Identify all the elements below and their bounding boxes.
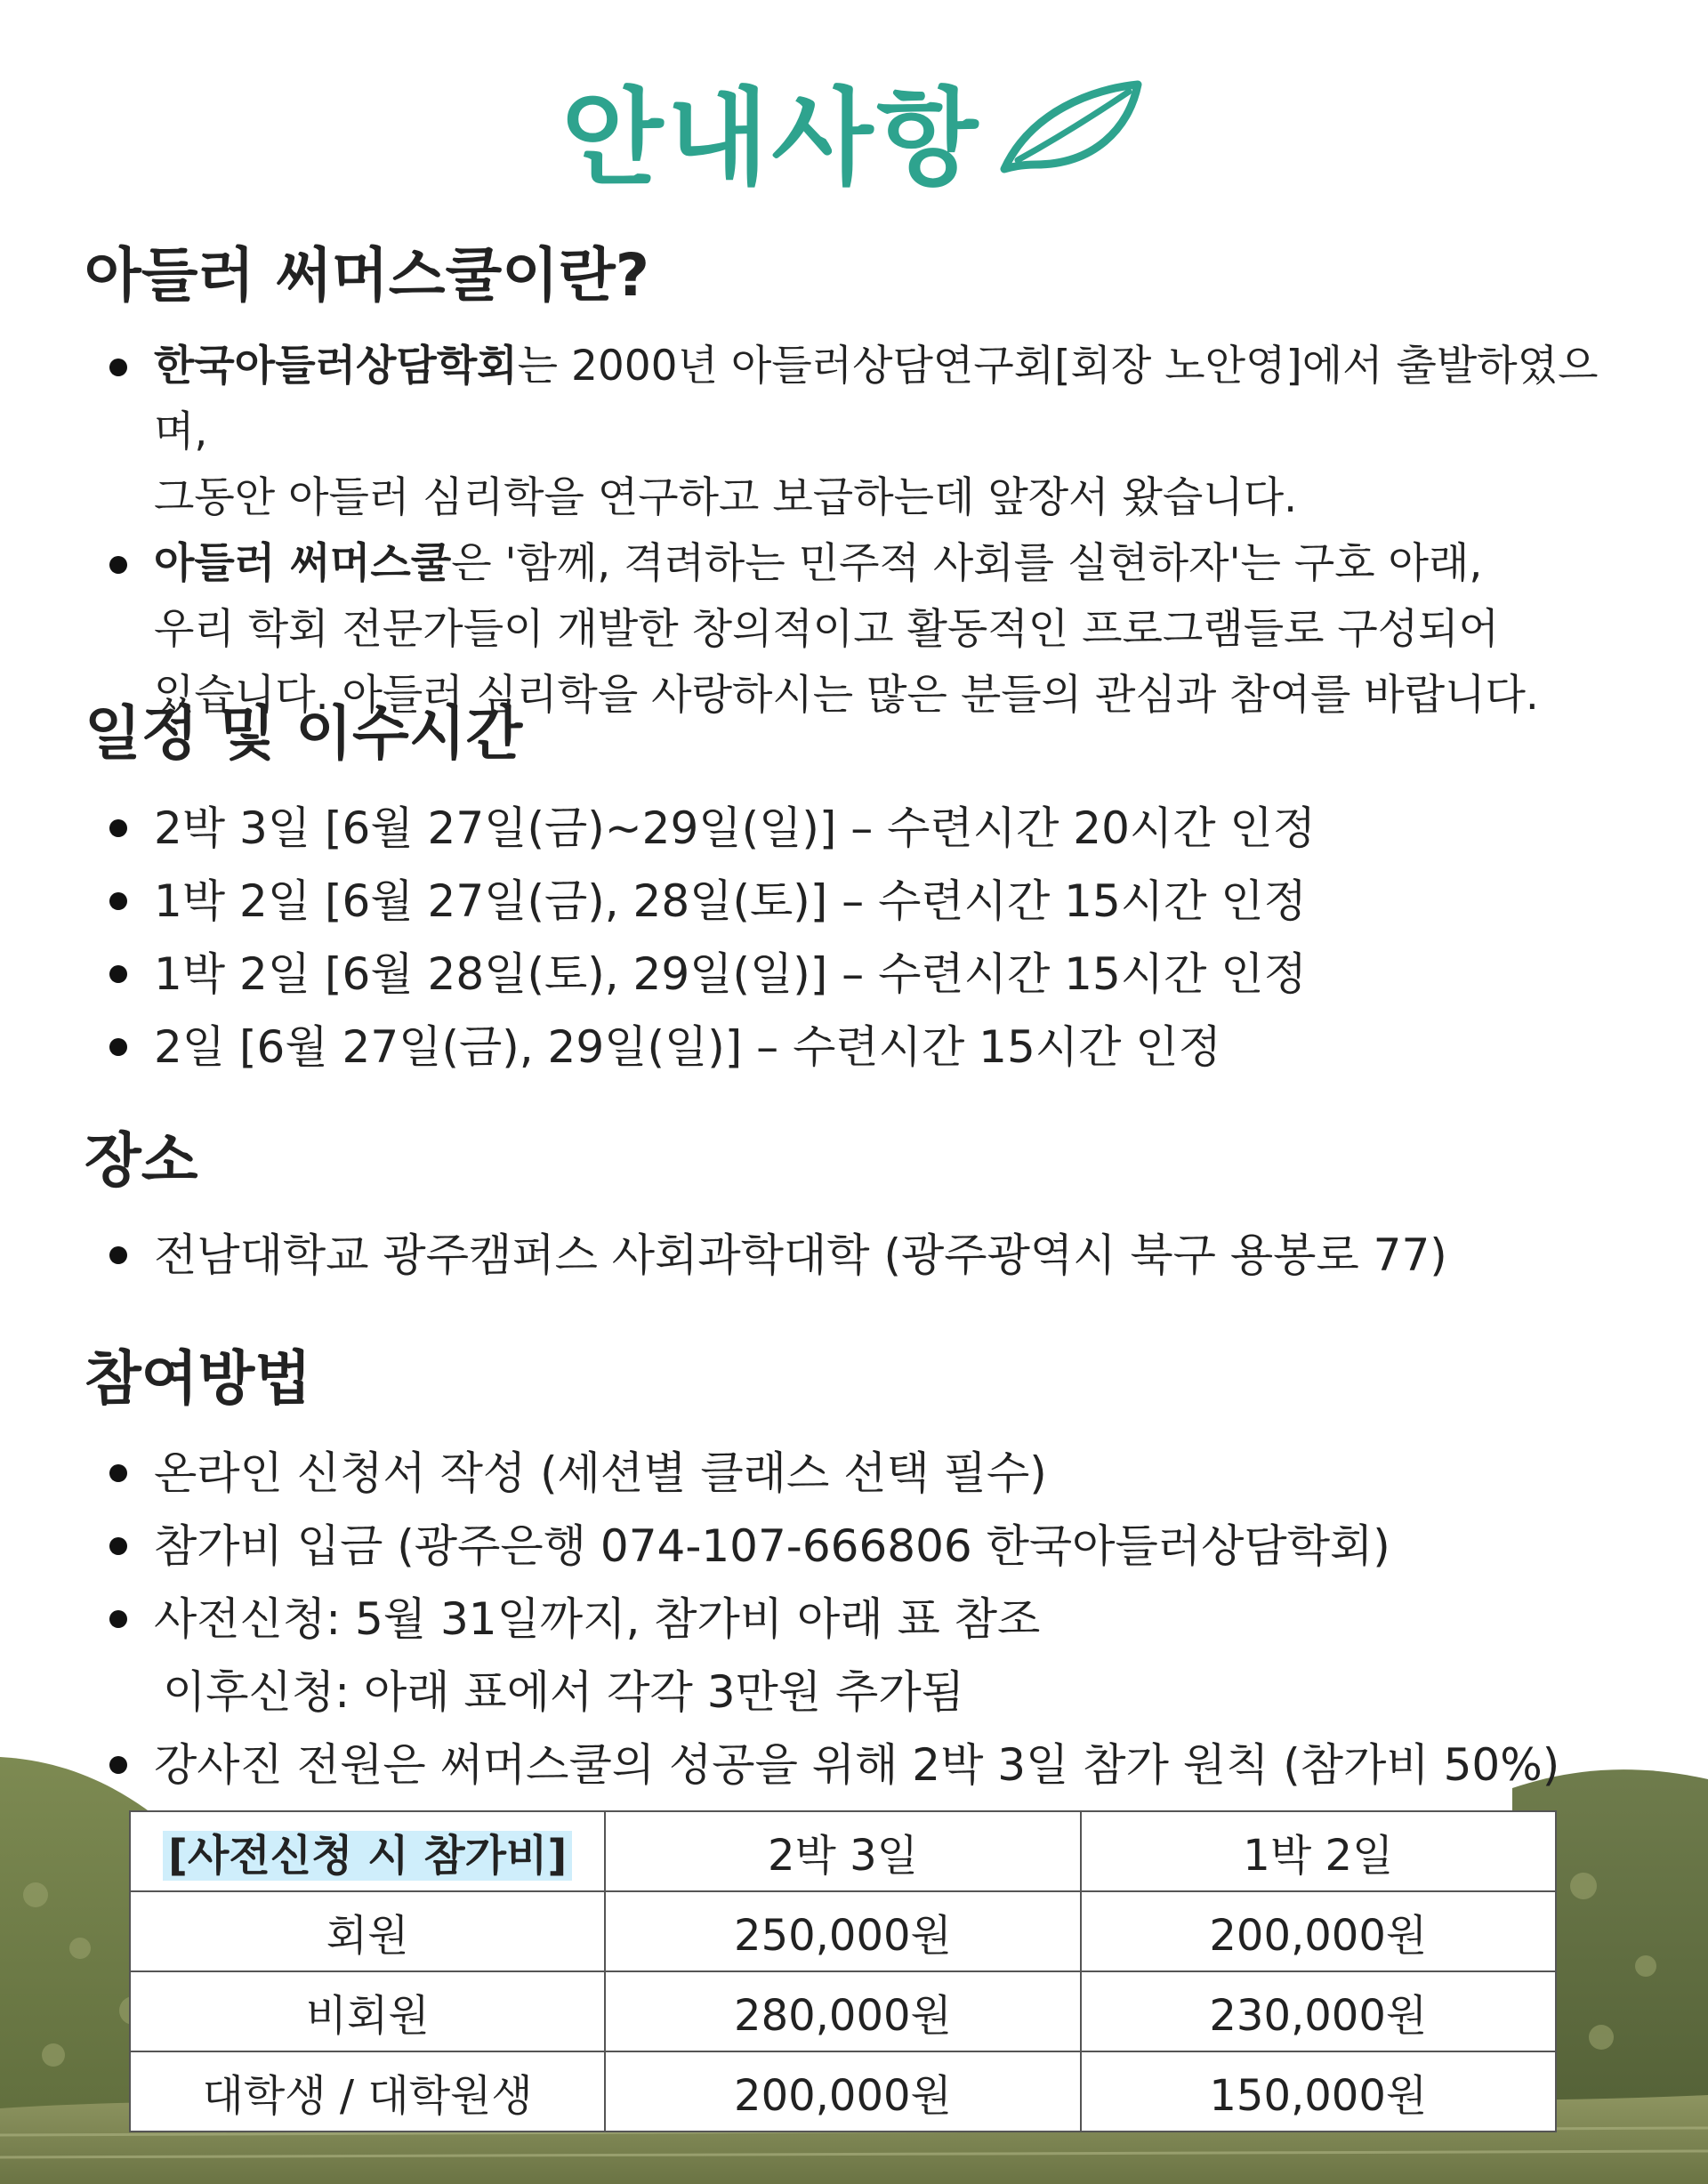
section-title-about: 아들러 써머스쿨이란? <box>85 241 650 310</box>
list-item-text: 참가비 입금 (광주은행 074-107-666806 한국아들러상담학회) <box>154 1520 1390 1572</box>
late-registration-note: 이후신청: 아래 표에서 각각 3만원 추가됨 <box>163 1666 964 1718</box>
list-item <box>85 938 1650 1011</box>
table-header-cell: 2박 3일 <box>605 1811 1080 1891</box>
section-title-schedule: 일정 및 이수시간 <box>85 699 523 768</box>
bullet-icon <box>109 1246 127 1264</box>
item-bold-text: 한국아들러상담학회 <box>154 342 518 391</box>
bullet-icon <box>109 965 127 983</box>
item-text-line3: 있습니다. 아들러 심리학을 사랑하시는 많은 분들의 관심과 참여를 바랍니다. <box>154 671 1539 720</box>
item-text: 은 '함께, 격려하는 민주적 사회를 실현하자'는 구호 아래, <box>451 539 1483 588</box>
table-cell: 회원 <box>130 1891 605 1971</box>
table-cell: 200,000원 <box>1081 1891 1556 1971</box>
table-cell: 비회원 <box>130 1971 605 2051</box>
table-row <box>130 2051 1556 2132</box>
list-item-text <box>154 334 1650 465</box>
list-item-text: 2박 3일 [6월 27일(금)~29일(일)] – 수련시간 20시간 인정 <box>154 802 1316 854</box>
list-item <box>85 1510 1650 1583</box>
table-cell: 250,000원 <box>605 1891 1080 1971</box>
section-title-method: 참여방법 <box>85 1344 312 1413</box>
table-cell: 230,000원 <box>1081 1971 1556 2051</box>
bullet-icon <box>109 1756 127 1774</box>
bullet-icon <box>109 1038 127 1056</box>
table-row <box>130 1971 1556 2051</box>
bullet-icon <box>109 359 127 376</box>
leaf-icon <box>995 76 1147 182</box>
bullet-icon <box>109 1610 127 1628</box>
section-place <box>85 1121 1650 1292</box>
list-item <box>85 1583 1650 1656</box>
bullet-icon <box>109 1537 127 1555</box>
list-item <box>85 334 1650 531</box>
table-cell: 280,000원 <box>605 1971 1080 2051</box>
page-title: 안내사항 <box>561 77 982 199</box>
table-cell: 150,000원 <box>1081 2051 1556 2132</box>
list-item-text: 2일 [6월 27일(금), 29일(일)] – 수련시간 15시간 인정 <box>154 1021 1221 1073</box>
bullet-icon <box>109 892 127 910</box>
title-area <box>0 53 1708 205</box>
list-item <box>85 1011 1650 1084</box>
bullet-icon <box>109 819 127 837</box>
table-cell: 대학생 / 대학원생 <box>130 2051 605 2132</box>
section-title-place: 장소 <box>85 1126 198 1195</box>
list-item <box>85 1437 1650 1510</box>
list-item <box>85 1219 1650 1292</box>
fee-table <box>129 1810 1557 2132</box>
item-text: 는 2000년 아들러상담연구회[회장 노안영]에서 출발하였으며, <box>154 342 1599 456</box>
section-method <box>85 1339 1650 1801</box>
table-header-cell <box>130 1811 605 1891</box>
item-text-line2: 우리 학회 전문가들이 개발한 창의적이고 활동적인 프로그램들로 구성되어 <box>154 605 1500 654</box>
item-text-line2: 그동안 아들러 심리학을 연구하고 보급하는데 앞장서 왔습니다. <box>154 473 1298 522</box>
table-row <box>130 1891 1556 1971</box>
list-item-text: 사전신청: 5월 31일까지, 참가비 아래 표 참조 <box>154 1593 1041 1645</box>
list-item-text <box>154 531 1650 597</box>
list-item-text: 전남대학교 광주캠퍼스 사회과학대학 (광주광역시 북구 용봉로 77) <box>154 1229 1447 1281</box>
list-item-text: 온라인 신청서 작성 (세션별 클래스 선택 필수) <box>154 1447 1047 1499</box>
table-header-row <box>130 1811 1556 1891</box>
list-item-text: 1박 2일 [6월 27일(금), 28일(토)] – 수련시간 15시간 인정 <box>154 875 1307 927</box>
list-item-text: 1박 2일 [6월 28일(토), 29일(일)] – 수련시간 15시간 인정 <box>154 948 1307 1000</box>
list-item <box>85 865 1650 938</box>
list-item <box>85 792 1650 865</box>
bullet-icon <box>109 1464 127 1482</box>
section-schedule <box>85 694 1650 1084</box>
list-item <box>85 1729 1650 1801</box>
table-cell: 200,000원 <box>605 2051 1080 2132</box>
item-bold-text: 아들러 써머스쿨 <box>154 539 452 588</box>
section-about <box>85 236 1650 729</box>
bullet-icon <box>109 556 127 574</box>
table-header-cell: 1박 2일 <box>1081 1811 1556 1891</box>
list-item-text: 강사진 전원은 써머스쿨의 성공을 위해 2박 3일 참가 원칙 (참가비 50%) <box>154 1739 1560 1791</box>
table-header-label: [사전신청 시 참가비] <box>163 1831 572 1881</box>
